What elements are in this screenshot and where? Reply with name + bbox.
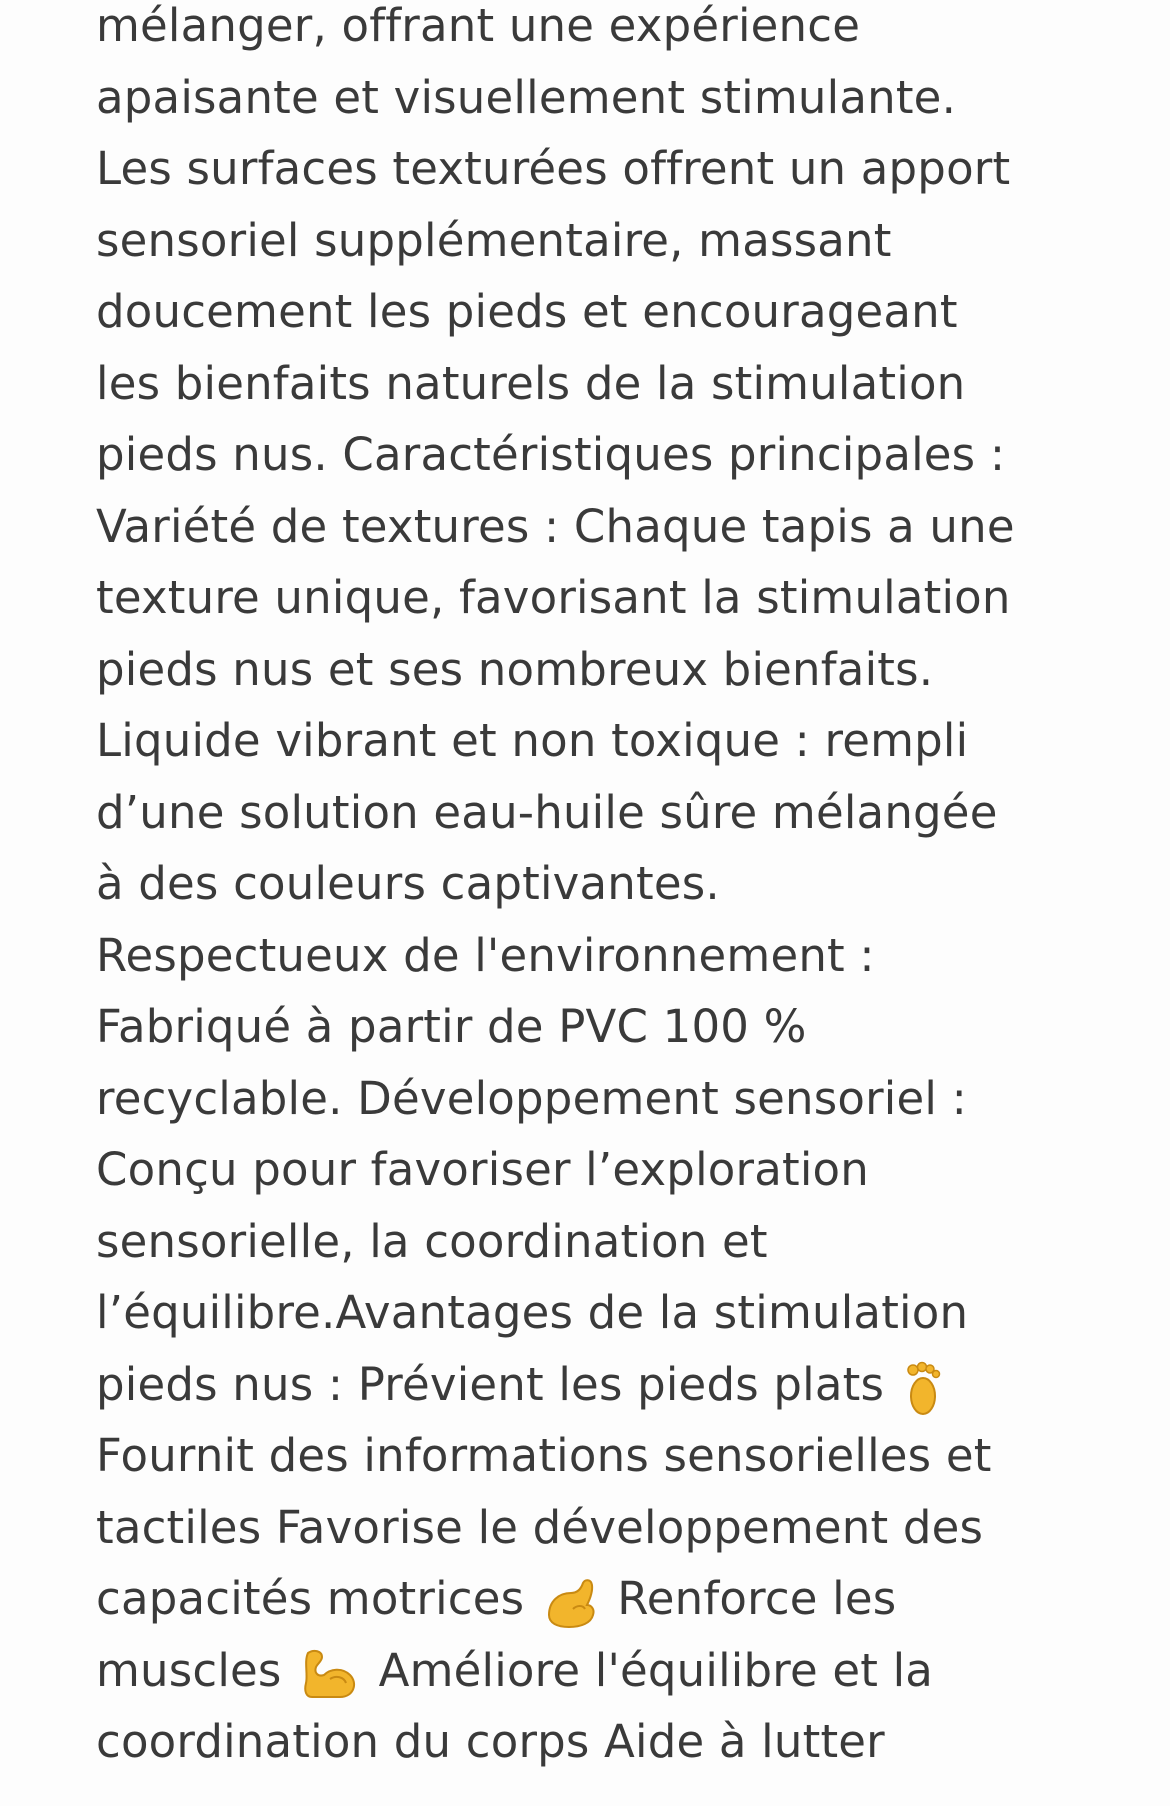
description-line: tactiles Favorise le développement des xyxy=(96,1500,984,1554)
description-line: Conçu pour favoriser l’exploration xyxy=(96,1143,869,1196)
description-line: Respectueux de l'environnement : xyxy=(96,928,875,982)
description-line: pieds nus et ses nombreux bienfaits. xyxy=(96,642,934,696)
description-text: capacités motrices xyxy=(96,1572,525,1625)
description-line-motor-skills xyxy=(96,1563,1096,1635)
foot-emoji-icon xyxy=(903,1360,943,1416)
description-text: Renforce les xyxy=(617,1572,897,1625)
description-line: recyclable. Développement sensoriel : xyxy=(96,1071,967,1125)
flexed-biceps-emoji-icon xyxy=(300,1647,360,1701)
description-line: les bienfaits naturels de la stimulation xyxy=(96,356,966,410)
product-description-text xyxy=(96,0,1096,1778)
description-line: apaisante et visuellement stimulante. xyxy=(96,70,957,124)
description-line: sensoriel supplémentaire, massant xyxy=(96,213,892,267)
description-line: sensorielle, la coordination et xyxy=(96,1214,768,1268)
description-line: Fabriqué à partir de PVC 100 % xyxy=(96,1000,807,1053)
description-line: doucement les pieds et encourageant xyxy=(96,285,958,338)
description-line: Liquide vibrant et non toxique : rempli xyxy=(96,714,969,767)
description-line: Variété de textures : Chaque tapis a une xyxy=(96,499,1015,553)
description-line-flat-feet xyxy=(96,1349,1096,1421)
description-line: mélanger, offrant une expérience xyxy=(96,0,861,52)
pinching-hand-emoji-icon xyxy=(543,1575,599,1629)
description-line-muscles xyxy=(96,1635,1096,1707)
description-line: l’équilibre.Avantages de la stimulation xyxy=(96,1286,969,1339)
description-line: pieds nus. Caractéristiques principales : xyxy=(96,428,1006,481)
description-line: Fournit des informations sensorielles et xyxy=(96,1429,992,1482)
description-text: muscles xyxy=(96,1643,282,1697)
description-line: à des couleurs captivantes. xyxy=(96,857,720,910)
description-text: Améliore l'équilibre et la xyxy=(378,1643,934,1697)
description-text: pieds nus : Prévient les pieds plats xyxy=(96,1357,885,1411)
description-line: d’une solution eau-huile sûre mélangée xyxy=(96,785,998,839)
description-line: Les surfaces texturées offrent un apport xyxy=(96,142,1011,195)
description-line: coordination du corps Aide à lutter xyxy=(96,1715,885,1768)
description-line: texture unique, favorisant la stimulation xyxy=(96,571,1011,624)
